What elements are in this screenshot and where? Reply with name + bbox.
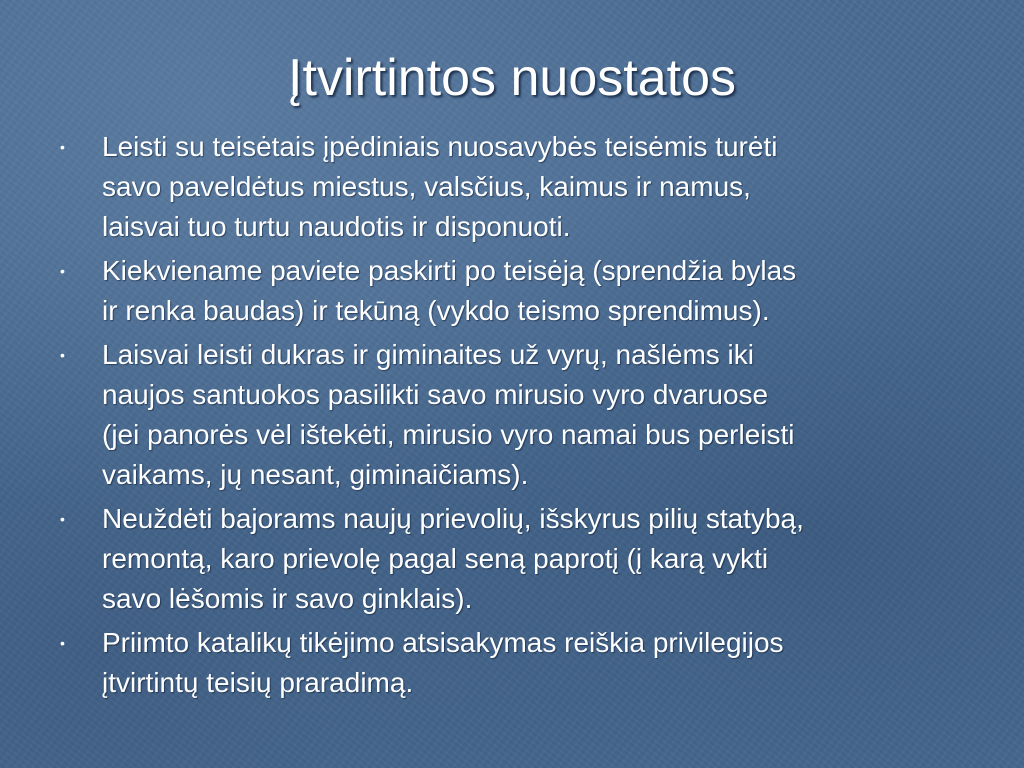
- bullet-item-4: [58, 499, 978, 619]
- bullet-line: vaikams, jų nesant, giminaičiams).: [102, 459, 529, 490]
- bullet-line: remontą, karo prievolę pagal seną paprotį (į karą vykti: [102, 543, 769, 574]
- bullet-line: Kiekviename paviete paskirti po teisėją (sprendžia bylas: [102, 255, 797, 286]
- bullet-dot-icon: •: [60, 263, 65, 279]
- bullet-item-2: [58, 251, 978, 331]
- bullet-dot-icon: •: [60, 347, 65, 363]
- bullet-line: ir renka baudas) ir tekūną (vykdo teismo sprendimus).: [102, 295, 770, 326]
- bullet-line: savo lėšomis ir savo ginklais).: [102, 583, 473, 614]
- slide-title: Įtvirtintos nuostatos: [288, 49, 736, 107]
- bullet-line: Laisvai leisti dukras ir giminaites už vyrų, našlėms iki: [102, 339, 754, 370]
- bullet-item-1: [58, 127, 978, 247]
- bullet-line: savo paveldėtus miestus, valsčius, kaimus ir namus,: [102, 171, 751, 202]
- bullet-dot-icon: •: [60, 139, 65, 155]
- bullet-line: Priimto katalikų tikėjimo atsisakymas reiškia privilegijos: [102, 627, 784, 658]
- bullet-text-3: [102, 335, 978, 495]
- bullet-line: Leisti su teisėtais įpėdiniais nuosavybės teisėmis turėti: [102, 131, 778, 162]
- bullet-text-1: [102, 127, 978, 247]
- bullet-text-5: [102, 623, 978, 703]
- bullet-line: Neuždėti bajorams naujų prievolių, išskyrus pilių statybą,: [102, 503, 804, 534]
- bullet-line: naujos santuokos pasilikti savo mirusio vyro dvaruose: [102, 379, 769, 410]
- bullet-line: laisvai tuo turtu naudotis ir disponuoti.: [102, 211, 571, 242]
- bullet-text-4: [102, 499, 978, 619]
- bullet-dot-icon: •: [60, 511, 65, 527]
- bullet-item-3: [58, 335, 978, 495]
- bullet-line: įtvirtintų teisių praradimą.: [102, 667, 414, 698]
- bullet-item-5: [58, 623, 978, 703]
- bullet-text-2: [102, 251, 978, 331]
- bullet-list: [58, 127, 978, 707]
- bullet-dot-icon: •: [60, 635, 65, 651]
- bullet-line: (jei panorės vėl ištekėti, mirusio vyro namai bus perleisti: [102, 419, 795, 450]
